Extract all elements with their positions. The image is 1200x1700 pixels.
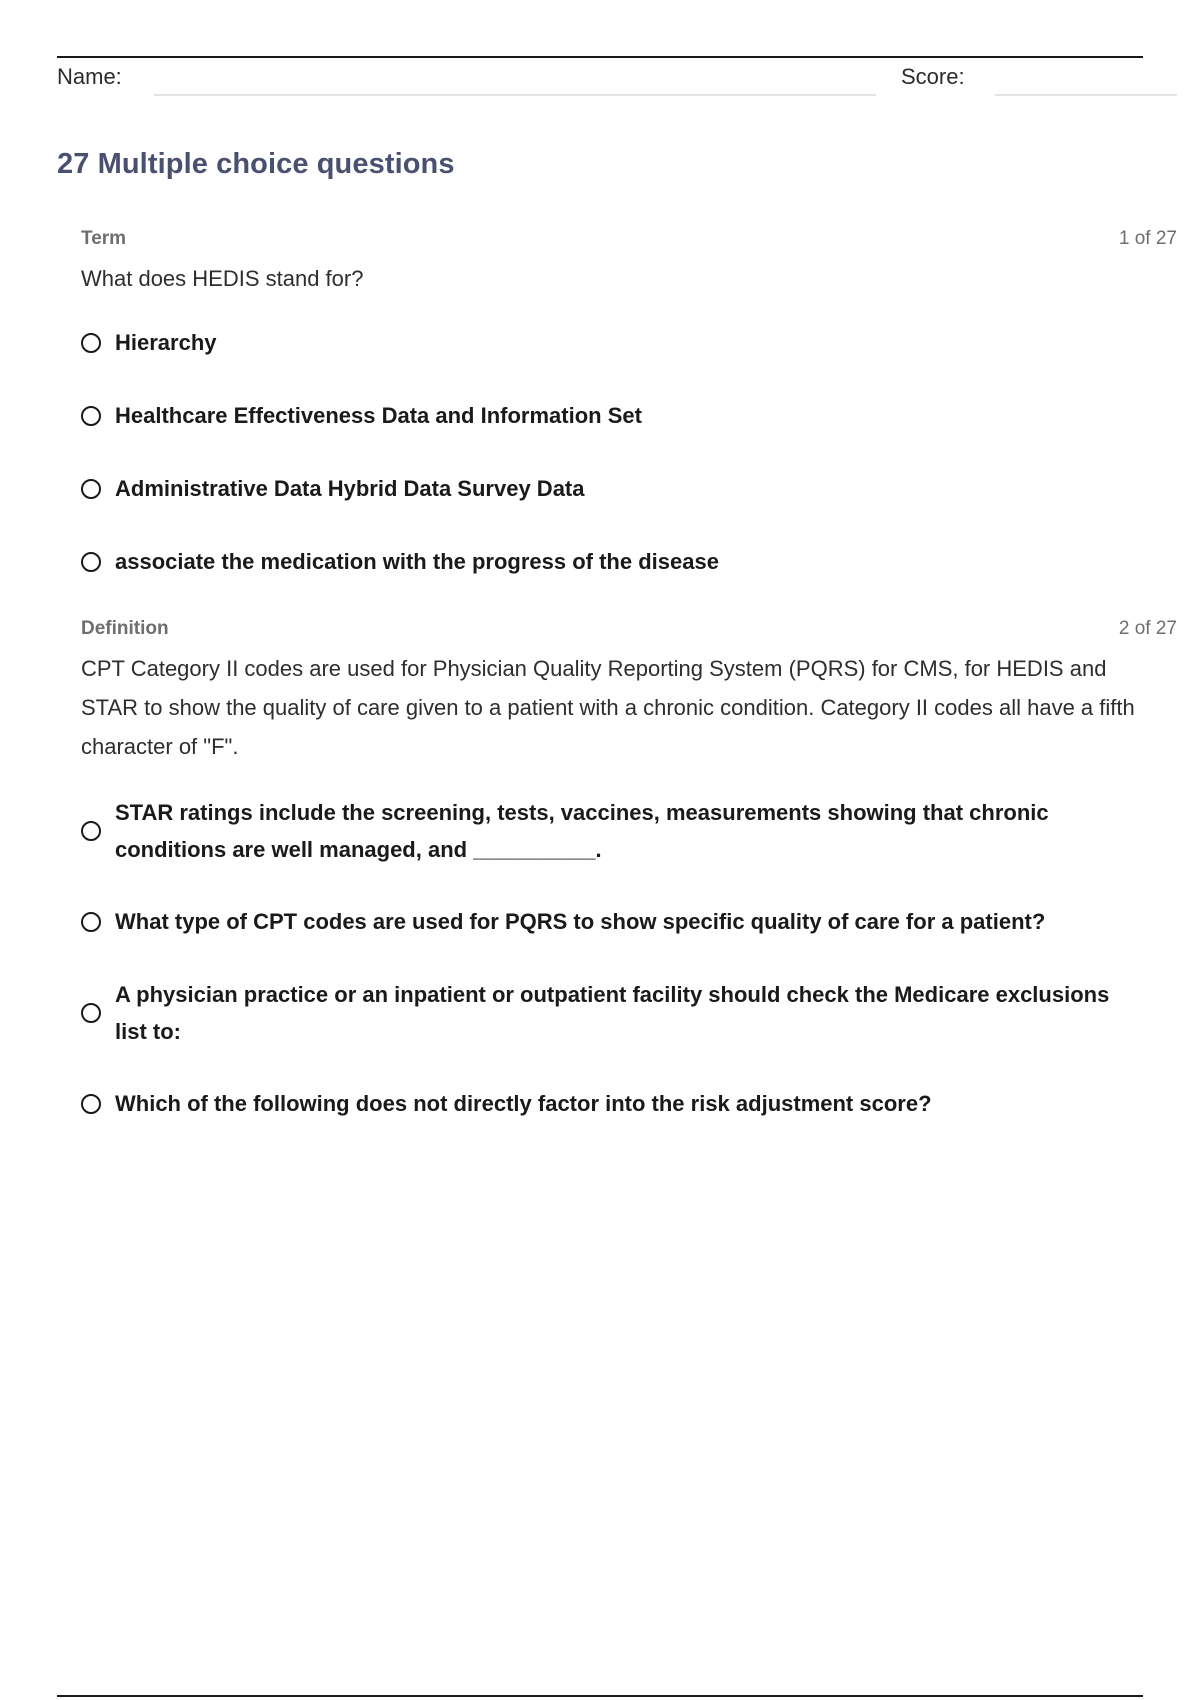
option-label: Healthcare Effectiveness Data and Information Set	[115, 403, 642, 428]
radio-icon[interactable]	[81, 406, 101, 426]
radio-icon[interactable]	[81, 333, 101, 353]
radio-icon[interactable]	[81, 821, 101, 841]
option-label: Hierarchy	[115, 330, 217, 355]
answer-option[interactable]	[81, 397, 1161, 434]
radio-icon[interactable]	[81, 552, 101, 572]
top-rule	[57, 56, 1143, 58]
score-field[interactable]	[995, 94, 1177, 96]
name-label: Name:	[57, 64, 122, 89]
option-label: Which of the following does not directly factor into the risk adjustment score?	[115, 1091, 932, 1116]
radio-icon[interactable]	[81, 479, 101, 499]
answer-option[interactable]	[81, 976, 1161, 1050]
question-card-2	[81, 618, 1177, 1138]
question-counter: 2 of 27	[1118, 618, 1177, 639]
question-kind: Definition	[81, 618, 169, 639]
question-prompt: CPT Category II codes are used for Physician Quality Reporting System (PQRS) for CMS, for HEDIS and STAR to show the quality of care given to a patient with a chronic condition. Category II codes all have a fifth character of "F".	[81, 656, 1135, 759]
radio-icon[interactable]	[81, 1094, 101, 1114]
answer-option[interactable]	[81, 903, 1161, 940]
question-card-1	[81, 228, 1177, 578]
answer-option[interactable]	[81, 470, 1161, 507]
radio-icon[interactable]	[81, 1003, 101, 1023]
header-row	[57, 62, 1177, 102]
answer-option[interactable]	[81, 543, 1161, 580]
name-field[interactable]	[154, 94, 876, 96]
option-label: A physician practice or an inpatient or outpatient facility should check the Medicare exclusions list to:	[115, 982, 1110, 1044]
radio-icon[interactable]	[81, 912, 101, 932]
option-label: What type of CPT codes are used for PQRS to show specific quality of care for a patient?	[115, 909, 1046, 934]
question-prompt: What does HEDIS stand for?	[81, 266, 364, 291]
option-label: STAR ratings include the screening, tests, vaccines, measurements showing that chronic conditions are well managed, and __________.	[115, 800, 1049, 862]
question-counter: 1 of 27	[1118, 228, 1177, 249]
score-label: Score:	[901, 64, 965, 89]
question-kind: Term	[81, 228, 127, 249]
option-label: Administrative Data Hybrid Data Survey Data	[115, 476, 585, 501]
answer-option[interactable]	[81, 324, 1161, 361]
section-title: 27 Multiple choice questions	[57, 148, 455, 180]
answer-option[interactable]	[81, 1085, 1161, 1122]
bottom-rule	[57, 1695, 1143, 1697]
option-label: associate the medication with the progress of the disease	[115, 549, 719, 574]
answer-option[interactable]	[81, 794, 1161, 868]
